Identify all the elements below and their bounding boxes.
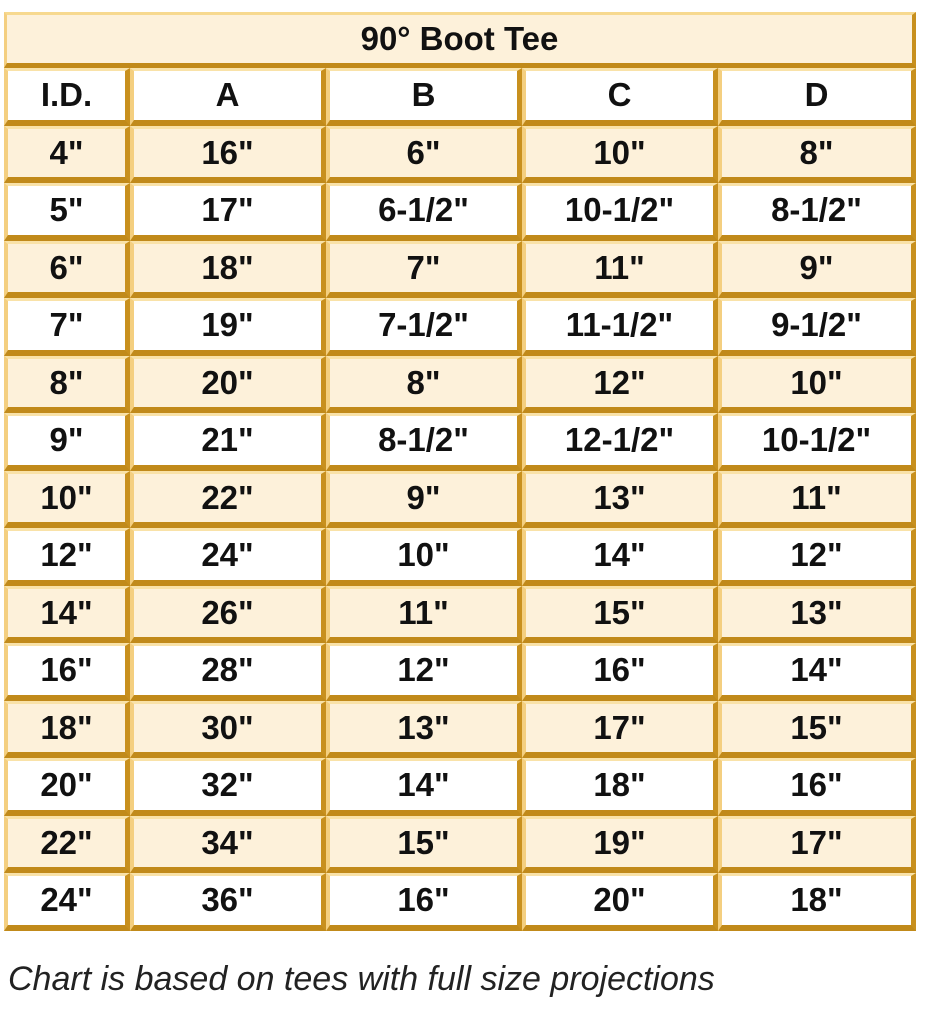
- table-cell-c: 15": [522, 586, 718, 644]
- table-cell-id: 10": [4, 471, 130, 529]
- table-cell-c: 14": [522, 528, 718, 586]
- table-cell-id: 7": [4, 298, 130, 356]
- table-cell-id: 5": [4, 183, 130, 241]
- table-cell-a: 28": [130, 643, 326, 701]
- table-cell-d: 12": [718, 528, 916, 586]
- table-cell-d: 11": [718, 471, 916, 529]
- table-cell-b: 8-1/2": [326, 413, 522, 471]
- table-cell-id: 24": [4, 873, 130, 931]
- table-cell-d: 9": [718, 241, 916, 299]
- table-cell-b: 6": [326, 126, 522, 184]
- table-cell-d: 8": [718, 126, 916, 184]
- header-cell-a: A: [130, 68, 326, 126]
- table-cell-d: 9-1/2": [718, 298, 916, 356]
- table-cell-d: 14": [718, 643, 916, 701]
- table-cell-id: 14": [4, 586, 130, 644]
- table-cell-b: 9": [326, 471, 522, 529]
- table-cell-a: 26": [130, 586, 326, 644]
- table-cell-d: 13": [718, 586, 916, 644]
- table-cell-a: 32": [130, 758, 326, 816]
- table-cell-a: 24": [130, 528, 326, 586]
- table-cell-a: 30": [130, 701, 326, 759]
- table-cell-b: 14": [326, 758, 522, 816]
- table-cell-b: 12": [326, 643, 522, 701]
- table-cell-a: 19": [130, 298, 326, 356]
- header-cell-b: B: [326, 68, 522, 126]
- table-cell-c: 13": [522, 471, 718, 529]
- boot-tee-table: [4, 12, 916, 931]
- table-cell-c: 10-1/2": [522, 183, 718, 241]
- table-cell-d: 16": [718, 758, 916, 816]
- table-cell-a: 20": [130, 356, 326, 414]
- table-cell-b: 6-1/2": [326, 183, 522, 241]
- table-grid: [4, 68, 916, 931]
- table-cell-b: 13": [326, 701, 522, 759]
- table-cell-d: 10": [718, 356, 916, 414]
- table-cell-d: 18": [718, 873, 916, 931]
- table-cell-b: 7-1/2": [326, 298, 522, 356]
- table-cell-id: 18": [4, 701, 130, 759]
- table-cell-c: 18": [522, 758, 718, 816]
- table-cell-c: 16": [522, 643, 718, 701]
- table-cell-id: 20": [4, 758, 130, 816]
- table-cell-id: 6": [4, 241, 130, 299]
- table-title: 90° Boot Tee: [4, 12, 916, 68]
- table-cell-b: 15": [326, 816, 522, 874]
- table-cell-c: 17": [522, 701, 718, 759]
- table-cell-id: 9": [4, 413, 130, 471]
- table-cell-a: 18": [130, 241, 326, 299]
- table-cell-c: 11-1/2": [522, 298, 718, 356]
- table-cell-d: 17": [718, 816, 916, 874]
- table-cell-id: 22": [4, 816, 130, 874]
- table-cell-id: 16": [4, 643, 130, 701]
- table-cell-b: 11": [326, 586, 522, 644]
- table-cell-a: 36": [130, 873, 326, 931]
- table-cell-c: 10": [522, 126, 718, 184]
- table-cell-a: 21": [130, 413, 326, 471]
- table-cell-c: 12": [522, 356, 718, 414]
- table-cell-b: 16": [326, 873, 522, 931]
- table-cell-a: 17": [130, 183, 326, 241]
- table-cell-b: 7": [326, 241, 522, 299]
- header-cell-d: D: [718, 68, 916, 126]
- table-cell-a: 16": [130, 126, 326, 184]
- table-cell-a: 22": [130, 471, 326, 529]
- header-cell-id: I.D.: [4, 68, 130, 126]
- table-cell-c: 11": [522, 241, 718, 299]
- table-cell-d: 10-1/2": [718, 413, 916, 471]
- table-cell-a: 34": [130, 816, 326, 874]
- table-cell-id: 12": [4, 528, 130, 586]
- table-cell-id: 4": [4, 126, 130, 184]
- table-cell-c: 19": [522, 816, 718, 874]
- table-cell-d: 15": [718, 701, 916, 759]
- table-cell-d: 8-1/2": [718, 183, 916, 241]
- table-cell-id: 8": [4, 356, 130, 414]
- header-cell-c: C: [522, 68, 718, 126]
- table-cell-b: 10": [326, 528, 522, 586]
- footnote: Chart is based on tees with full size projections: [8, 960, 715, 998]
- table-cell-c: 20": [522, 873, 718, 931]
- table-cell-b: 8": [326, 356, 522, 414]
- table-cell-c: 12-1/2": [522, 413, 718, 471]
